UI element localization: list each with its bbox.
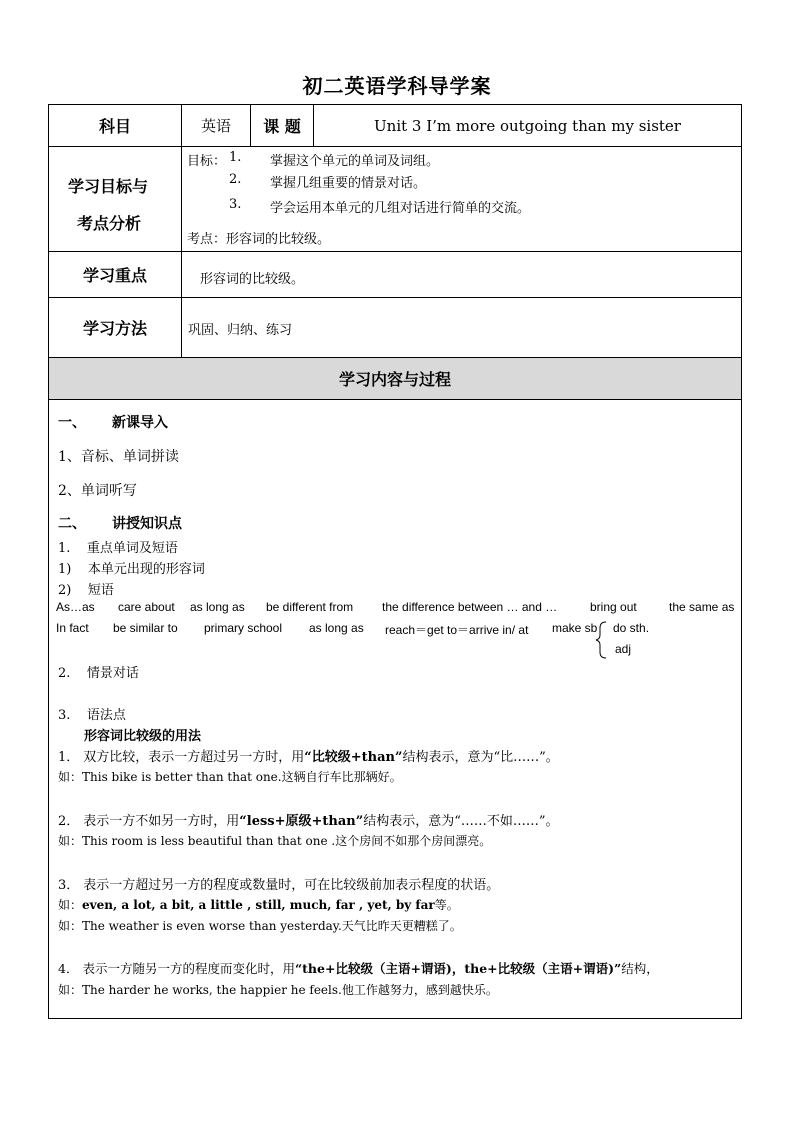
rule-text: 表示一方随另一方的程度而变化时，用 xyxy=(82,961,295,976)
degree-words: even, a lot, a bit, a little , still, much, far , yet, by far xyxy=(82,898,435,912)
brace-icon xyxy=(594,620,608,660)
phrase: be different from xyxy=(266,600,354,614)
rule-text: 等。 xyxy=(434,898,459,912)
goal-number: 3. xyxy=(229,197,242,212)
phrase: the same as xyxy=(669,600,735,614)
subsection: 3. 语法点 xyxy=(58,708,126,723)
phrase: do sth. xyxy=(613,621,650,635)
subject-label: 科目 xyxy=(98,117,131,136)
rule-number: 2． xyxy=(58,814,80,829)
phrase: In fact xyxy=(56,621,89,635)
subject-value: 英语 xyxy=(200,117,231,135)
exam-point: 考点：形容词的比较级。 xyxy=(187,232,331,247)
rule-structure: “less+原级+than” xyxy=(239,814,364,829)
subsection: 1) 本单元出现的形容词 xyxy=(58,562,205,577)
rule-text: 表示一方超过另一方的程度或数量时，可在比较级前加表示程度的状语。 xyxy=(83,878,500,893)
rule-example: 如：This bike is better than that one.这辆自行车比那辆好。 xyxy=(58,770,402,784)
rule-example: 如：The weather is even worse than yesterday.天气比昨天更糟糕了。 xyxy=(58,919,462,933)
goal-number: 2. xyxy=(229,172,242,187)
page-title: 初二英语学科导学案 xyxy=(302,74,492,98)
rule-example: 如：This room is less beautiful than that one .这个房间不如那个房间漂亮。 xyxy=(58,834,492,848)
goal-item: 掌握这个单元的单词及词组。 xyxy=(270,154,440,169)
goals-label: 学习目标与 xyxy=(68,177,149,196)
phrase: as long as xyxy=(309,621,364,635)
phrase: As…as xyxy=(56,600,95,614)
phrase: primary school xyxy=(204,621,283,635)
topic-label: 课 题 xyxy=(263,117,301,136)
phrase: care about xyxy=(118,600,175,614)
goal-number: 1. xyxy=(229,150,242,165)
goal-item: 学会运用本单元的几组对话进行简单的交流。 xyxy=(270,201,531,216)
rule-text: 表示一方不如另一方时，用 xyxy=(83,814,240,829)
subsection: 2) 短语 xyxy=(58,583,114,598)
phrase: adj xyxy=(615,642,632,656)
phrase: make sb xyxy=(552,621,598,635)
method-value: 巩固、归纳、练习 xyxy=(188,323,293,338)
rule-text: 结构表示，意为“……不如……”。 xyxy=(363,814,559,829)
grammar-title: 形容词比较级的用法 xyxy=(84,729,202,744)
subsection: 1. 重点单词及短语 xyxy=(58,541,178,556)
part-number: 一、 xyxy=(58,415,86,431)
list-item: 1、音标、单词拼读 xyxy=(58,449,179,465)
part-title: 讲授知识点 xyxy=(112,516,182,532)
method-label: 学习方法 xyxy=(82,319,147,338)
rule-example: 如：The harder he works, the happier he feels.他工作越努力，感到越快乐。 xyxy=(58,983,498,997)
phrase: reach＝get to＝arrive in/ at xyxy=(385,623,529,637)
rule-number: 1． xyxy=(58,750,80,765)
part-title: 新课导入 xyxy=(112,415,168,431)
table-divider xyxy=(48,399,742,400)
section-header: 学习内容与过程 xyxy=(338,370,451,389)
rule-text: 结构， xyxy=(621,961,659,976)
focus-label: 学习重点 xyxy=(82,266,147,285)
rule-structure: “the+比较级（主语+谓语)，the+比较级（主语+谓语)” xyxy=(294,961,622,976)
rule-text: 双方比较，表示一方超过另一方时，用 xyxy=(83,750,305,765)
rule-number: 4． xyxy=(58,961,79,976)
goal-item: 掌握几组重要的情景对话。 xyxy=(270,176,427,191)
goals-label: 考点分析 xyxy=(77,214,142,233)
grammar-rule xyxy=(58,959,659,977)
phrase: be similar to xyxy=(113,621,178,635)
focus-value: 形容词的比较级。 xyxy=(200,272,305,287)
rule-example xyxy=(58,896,459,913)
list-item: 2、单词听写 xyxy=(58,483,137,499)
rule-number: 3． xyxy=(58,878,80,893)
subsection: 2. 情景对话 xyxy=(58,666,139,681)
rule-structure: “比较级+than” xyxy=(304,750,403,765)
grammar-rule xyxy=(58,746,559,765)
phrase: bring out xyxy=(590,600,637,614)
phrase: the difference between … and … xyxy=(382,600,558,614)
table-divider xyxy=(48,146,742,147)
rule-text: 结构表示，意为“比……”。 xyxy=(402,750,559,765)
topic-value: Unit 3 I’m more outgoing than my sister xyxy=(374,116,681,135)
grammar-rule xyxy=(58,874,499,893)
grammar-rule xyxy=(58,810,559,829)
goal-prefix: 目标： xyxy=(187,154,227,169)
part-number: 二、 xyxy=(58,516,86,532)
phrase: as long as xyxy=(190,600,245,614)
rule-text: 如： xyxy=(58,898,83,912)
